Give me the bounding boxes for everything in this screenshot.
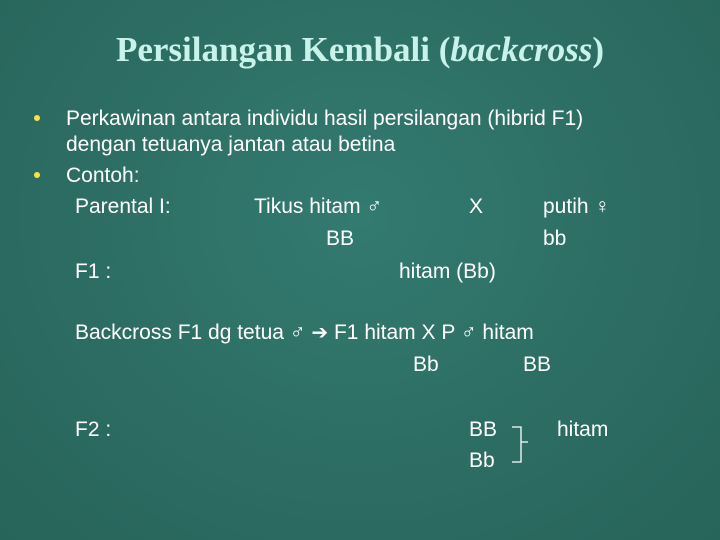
backcross-prefix: Backcross F1 dg tetua ♂: [75, 321, 306, 344]
f2-genotype: BB: [469, 418, 498, 441]
f2-genotype: Bb: [469, 449, 495, 472]
arrow-icon: ➔: [311, 322, 329, 344]
bullet-dot: [34, 115, 40, 121]
title-close: ): [592, 30, 605, 69]
parental-male: Tikus hitam ♂: [254, 195, 383, 218]
parental-label: Parental I:: [75, 195, 171, 218]
title-main: Persilangan Kembali (: [115, 30, 451, 69]
backcross-line: [75, 322, 534, 343]
bullet-2-line-1: Contoh:: [66, 164, 140, 187]
parental-female: putih ♀: [543, 195, 611, 218]
bullet-1-line-1: Perkawinan antara individu hasil persilangan (hibrid F1): [66, 107, 584, 130]
bullet-1-line-2: dengan tetuanya jantan atau betina: [66, 133, 396, 156]
bullet-dot: [34, 172, 40, 178]
brace-icon: [508, 418, 532, 470]
parental-male-genotype: BB: [326, 227, 355, 250]
title-italic: backcross: [450, 30, 593, 69]
backcross-genotype-f1: Bb: [413, 353, 439, 376]
f2-phenotype: hitam: [557, 418, 609, 441]
f2-label: F2 :: [75, 418, 112, 441]
f1-label: F1 :: [75, 260, 112, 283]
parental-cross: X: [469, 195, 484, 218]
backcross-suffix: F1 hitam X P ♂ hitam: [333, 321, 534, 344]
backcross-genotype-p: BB: [523, 353, 552, 376]
parental-female-genotype: bb: [543, 227, 567, 250]
slide-title: [0, 30, 720, 70]
f1-result: hitam (Bb): [399, 260, 496, 283]
